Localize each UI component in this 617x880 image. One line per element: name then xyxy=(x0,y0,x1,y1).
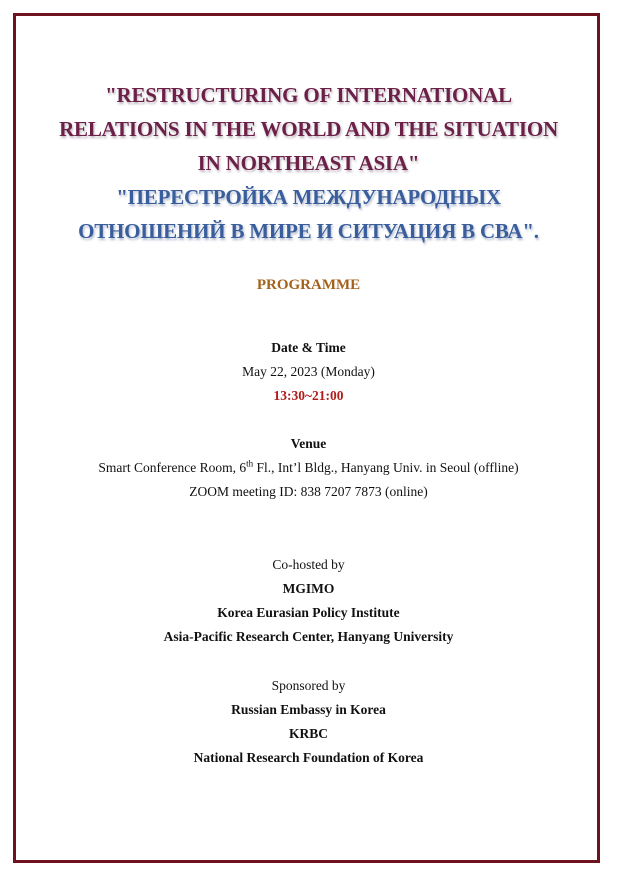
cohost-item: Asia-Pacific Research Center, Hanyang University xyxy=(163,629,454,644)
title-english-line: "RESTRUCTURING OF INTERNATIONAL xyxy=(105,83,512,107)
title-russian-line: "ПЕРЕСТРОЙКА МЕЖДУНАРОДНЫХ xyxy=(116,185,501,209)
venue-floor-ordinal: th xyxy=(246,458,254,469)
sponsor-item: KRBC xyxy=(288,726,328,741)
event-time: 13:30~21:00 xyxy=(273,388,344,403)
venue-heading: Venue xyxy=(290,436,327,451)
title-english-line: RELATIONS IN THE WORLD AND THE SITUATION xyxy=(59,117,558,141)
venue-offline-prefix: Smart Conference Room, 6 xyxy=(98,460,247,475)
cohosts-heading: Co-hosted by xyxy=(272,557,345,572)
conference-title xyxy=(16,78,601,248)
programme-heading: PROGRAMME xyxy=(256,277,361,293)
title-russian-line: ОТНОШЕНИЙ В МИРЕ И СИТУАЦИЯ В СВА". xyxy=(78,219,539,243)
venue-online: ZOOM meeting ID: 838 7207 7873 (online) xyxy=(189,484,428,499)
title-english xyxy=(16,78,601,180)
sponsors-heading: Sponsored by xyxy=(271,678,346,693)
sponsor-item: National Research Foundation of Korea xyxy=(193,750,424,765)
sponsor-item: Russian Embassy in Korea xyxy=(231,702,386,717)
title-english-line: IN NORTHEAST ASIA" xyxy=(197,151,420,175)
title-russian xyxy=(16,180,601,248)
event-date: May 22, 2023 (Monday) xyxy=(242,364,375,379)
venue-offline-suffix: Fl., Int’l Bldg., Hanyang Univ. in Seoul (offline) xyxy=(253,460,519,475)
cohost-item: Korea Eurasian Policy Institute xyxy=(217,605,400,620)
cohost-item: MGIMO xyxy=(282,581,335,596)
venue-offline xyxy=(0,459,617,477)
date-time-heading: Date & Time xyxy=(271,340,346,355)
